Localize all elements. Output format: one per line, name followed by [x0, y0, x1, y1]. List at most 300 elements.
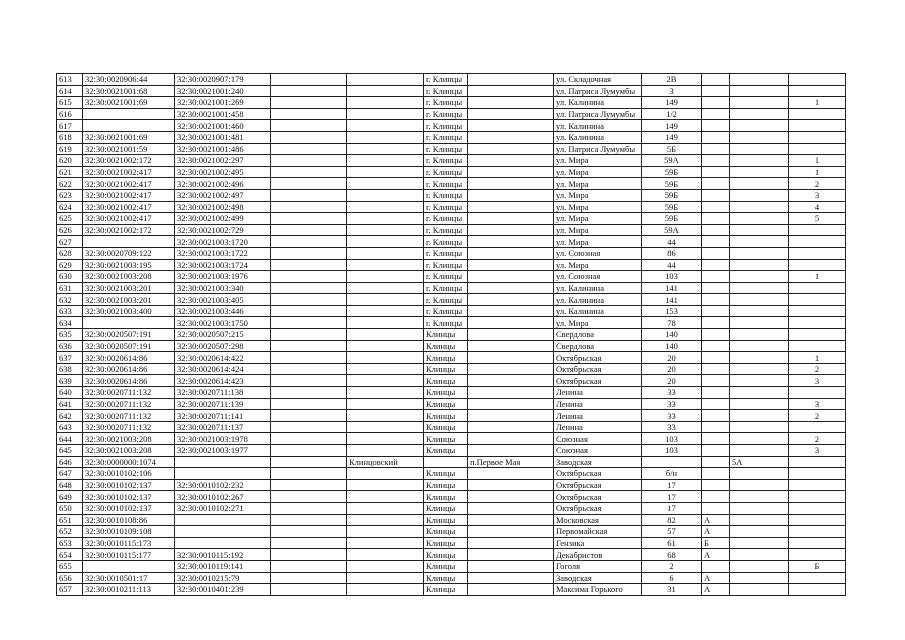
- cell-row-number: 638: [57, 363, 83, 375]
- cell-house-number: 149: [642, 120, 702, 132]
- cell-apartment: 3: [789, 189, 846, 201]
- cell-apartment: [789, 514, 846, 526]
- cell-street: Октябрьская: [554, 363, 642, 375]
- cell-object-number: 32:30:0021002:499: [175, 213, 271, 225]
- cell-row-number: 637: [57, 352, 83, 364]
- cell-building: [730, 340, 789, 352]
- table-row: [57, 166, 846, 178]
- cell-object-number: 32:30:0010102:267: [175, 491, 271, 503]
- cell-street: ул. Мира: [554, 224, 642, 236]
- cell-cadastral-number: 32:30:0021001:69: [83, 97, 175, 109]
- cell-building: [730, 560, 789, 572]
- cell-house-letter: А: [702, 549, 730, 561]
- cell-object-number: 32:30:0021001:269: [175, 97, 271, 109]
- cell-street: Гоголя: [554, 560, 642, 572]
- cell-house-number: б/н: [642, 468, 702, 480]
- cell-district: [347, 155, 424, 167]
- cell-house-number: 20: [642, 363, 702, 375]
- cell-house-number: 68: [642, 549, 702, 561]
- cell-col-blank: [271, 259, 347, 271]
- cell-col-blank: [271, 97, 347, 109]
- cell-building: [730, 271, 789, 283]
- cell-row-number: 633: [57, 305, 83, 317]
- cell-street: ул. Мира: [554, 166, 642, 178]
- cell-house-number: 141: [642, 282, 702, 294]
- table-row: [57, 514, 846, 526]
- cell-house-letter: [702, 143, 730, 155]
- cell-building: [730, 317, 789, 329]
- cell-cadastral-number: 32:30:0021003:400: [83, 305, 175, 317]
- cell-street: Октябрьская: [554, 502, 642, 514]
- cell-house-number: 149: [642, 131, 702, 143]
- cell-district: [347, 213, 424, 225]
- cell-city: Клинцы: [424, 468, 468, 480]
- cell-house-letter: [702, 560, 730, 572]
- cell-city: Клинцы: [424, 387, 468, 399]
- cell-house-letter: А: [702, 572, 730, 584]
- cell-col-blank: [271, 491, 347, 503]
- cell-city: г. Клинцы: [424, 282, 468, 294]
- table-row: [57, 317, 846, 329]
- cell-object-number: 32:30:0021002:497: [175, 189, 271, 201]
- cell-house-letter: [702, 120, 730, 132]
- cell-house-number: 86: [642, 247, 702, 259]
- cell-house-number: 1/2: [642, 108, 702, 120]
- cell-building: [730, 236, 789, 248]
- cell-apartment: [789, 340, 846, 352]
- cell-object-number: 32:30:0021003:1722: [175, 247, 271, 259]
- cell-building: [730, 526, 789, 538]
- cell-apartment: [789, 549, 846, 561]
- cell-row-number: 656: [57, 572, 83, 584]
- table-row: [57, 282, 846, 294]
- cell-col-blank: [271, 178, 347, 190]
- table-row: [57, 213, 846, 225]
- cell-apartment: [789, 108, 846, 120]
- cell-row-number: 655: [57, 560, 83, 572]
- cell-row-number: 640: [57, 387, 83, 399]
- cell-cadastral-number: 32:30:0021002:417: [83, 166, 175, 178]
- cell-district: [347, 468, 424, 480]
- cell-street: ул. Патриса Лумумбы: [554, 85, 642, 97]
- cell-col-blank: [271, 317, 347, 329]
- cell-street: ул. Мира: [554, 236, 642, 248]
- cell-settlement: [468, 502, 554, 514]
- cell-street: Максима Горького: [554, 584, 642, 596]
- cell-city: г. Клинцы: [424, 236, 468, 248]
- cell-district: [347, 502, 424, 514]
- cell-cadastral-number: 32:30:0010109:108: [83, 526, 175, 538]
- cell-settlement: [468, 120, 554, 132]
- cell-col-blank: [271, 213, 347, 225]
- cell-street: ул. Мира: [554, 155, 642, 167]
- cell-house-letter: [702, 247, 730, 259]
- cell-object-number: 32:30:0020507:215: [175, 329, 271, 341]
- cell-house-number: 33: [642, 410, 702, 422]
- cell-city: Клинцы: [424, 352, 468, 364]
- cell-row-number: 651: [57, 514, 83, 526]
- cell-building: [730, 108, 789, 120]
- table-row: [57, 421, 846, 433]
- cell-cadastral-number: 32:30:0010102:137: [83, 502, 175, 514]
- cell-house-number: 103: [642, 445, 702, 457]
- cell-city: Клинцы: [424, 410, 468, 422]
- cell-street: Союзная: [554, 433, 642, 445]
- register-table-body: [57, 74, 846, 596]
- cell-city: Клинцы: [424, 479, 468, 491]
- cell-row-number: 619: [57, 143, 83, 155]
- cell-district: [347, 549, 424, 561]
- cell-settlement: [468, 178, 554, 190]
- cell-settlement: [468, 294, 554, 306]
- cell-apartment: [789, 502, 846, 514]
- cell-cadastral-number: 32:30:0021002:417: [83, 213, 175, 225]
- cell-row-number: 649: [57, 491, 83, 503]
- cell-street: ул. Мира: [554, 189, 642, 201]
- cell-col-blank: [271, 236, 347, 248]
- table-row: [57, 271, 846, 283]
- cell-cadastral-number: 32:30:0010211:113: [83, 584, 175, 596]
- cell-building: [730, 433, 789, 445]
- table-row: [57, 398, 846, 410]
- cell-district: [347, 491, 424, 503]
- cell-object-number: 32:30:0021002:496: [175, 178, 271, 190]
- cell-house-number: 17: [642, 502, 702, 514]
- cell-city: г. Клинцы: [424, 189, 468, 201]
- cell-district: Клинцовский: [347, 456, 424, 468]
- cell-object-number: 32:30:0020507:298: [175, 340, 271, 352]
- cell-apartment: 4: [789, 201, 846, 213]
- cell-house-number: 103: [642, 433, 702, 445]
- table-row: [57, 479, 846, 491]
- cell-house-letter: [702, 131, 730, 143]
- cell-cadastral-number: 32:30:0010501:17: [83, 572, 175, 584]
- cell-street: Заводская: [554, 572, 642, 584]
- table-row: [57, 537, 846, 549]
- cell-settlement: [468, 259, 554, 271]
- cell-apartment: 2: [789, 178, 846, 190]
- cell-city: г. Клинцы: [424, 294, 468, 306]
- cell-street: Первомайская: [554, 526, 642, 538]
- cell-cadastral-number: 32:30:0010102:137: [83, 491, 175, 503]
- cell-house-letter: [702, 213, 730, 225]
- cell-settlement: [468, 572, 554, 584]
- table-row: [57, 85, 846, 97]
- cell-house-number: 33: [642, 421, 702, 433]
- cell-house-number: 153: [642, 305, 702, 317]
- cell-cadastral-number: 32:30:0021003:208: [83, 433, 175, 445]
- cell-street: ул. Калинина: [554, 120, 642, 132]
- cell-district: [347, 143, 424, 155]
- cell-house-number: 5Б: [642, 143, 702, 155]
- cell-row-number: 624: [57, 201, 83, 213]
- cell-col-blank: [271, 375, 347, 387]
- cell-col-blank: [271, 537, 347, 549]
- cell-cadastral-number: 32:30:0010102:137: [83, 479, 175, 491]
- cell-col-blank: [271, 340, 347, 352]
- cell-street: Октябрьская: [554, 491, 642, 503]
- cell-row-number: 643: [57, 421, 83, 433]
- cell-district: [347, 537, 424, 549]
- cell-street: ул. Калинина: [554, 97, 642, 109]
- cell-object-number: 32:30:0021001:458: [175, 108, 271, 120]
- cell-district: [347, 259, 424, 271]
- cell-house-letter: [702, 224, 730, 236]
- cell-cadastral-number: 32:30:0020711:132: [83, 387, 175, 399]
- cell-house-number: 33: [642, 387, 702, 399]
- cell-street: ул. Союзная: [554, 271, 642, 283]
- cell-settlement: [468, 445, 554, 457]
- cell-cadastral-number: 32:30:0000000:1074: [83, 456, 175, 468]
- cell-apartment: 1: [789, 166, 846, 178]
- cell-house-letter: [702, 74, 730, 86]
- cell-street: Октябрьская: [554, 352, 642, 364]
- cell-city: г. Клинцы: [424, 224, 468, 236]
- cell-street: ул. Калинина: [554, 131, 642, 143]
- cell-district: [347, 445, 424, 457]
- cell-object-number: 32:30:0021002:498: [175, 201, 271, 213]
- cell-cadastral-number: [83, 120, 175, 132]
- cell-house-letter: [702, 201, 730, 213]
- cell-building: [730, 259, 789, 271]
- cell-settlement: [468, 352, 554, 364]
- cell-building: [730, 305, 789, 317]
- cell-settlement: [468, 236, 554, 248]
- cell-city: г. Клинцы: [424, 317, 468, 329]
- cell-district: [347, 247, 424, 259]
- cell-row-number: 634: [57, 317, 83, 329]
- cell-district: [347, 108, 424, 120]
- cell-row-number: 654: [57, 549, 83, 561]
- cell-col-blank: [271, 131, 347, 143]
- cell-district: [347, 305, 424, 317]
- cell-cadastral-number: 32:30:0010108:86: [83, 514, 175, 526]
- cell-apartment: [789, 572, 846, 584]
- table-row: [57, 445, 846, 457]
- cell-col-blank: [271, 479, 347, 491]
- cell-house-letter: [702, 433, 730, 445]
- table-row: [57, 329, 846, 341]
- cell-apartment: 1: [789, 97, 846, 109]
- cell-district: [347, 572, 424, 584]
- cell-object-number: 32:30:0020614:424: [175, 363, 271, 375]
- cell-settlement: [468, 282, 554, 294]
- cell-apartment: 2: [789, 433, 846, 445]
- cell-street: Союзная: [554, 445, 642, 457]
- cell-row-number: 613: [57, 74, 83, 86]
- cell-object-number: 32:30:0021003:405: [175, 294, 271, 306]
- cell-col-blank: [271, 560, 347, 572]
- cell-cadastral-number: 32:30:0021001:69: [83, 131, 175, 143]
- cell-building: [730, 491, 789, 503]
- cell-city: г. Клинцы: [424, 155, 468, 167]
- cell-house-letter: [702, 421, 730, 433]
- cell-street: Ленина: [554, 421, 642, 433]
- cell-house-number: 59А: [642, 155, 702, 167]
- cell-cadastral-number: 32:30:0021003:208: [83, 445, 175, 457]
- cell-city: Клинцы: [424, 340, 468, 352]
- cell-district: [347, 398, 424, 410]
- cell-street: ул. Калинина: [554, 294, 642, 306]
- cell-row-number: 632: [57, 294, 83, 306]
- cell-apartment: [789, 537, 846, 549]
- cell-object-number: 32:30:0021002:297: [175, 155, 271, 167]
- cell-building: [730, 166, 789, 178]
- cell-settlement: [468, 271, 554, 283]
- cell-house-letter: [702, 387, 730, 399]
- cell-cadastral-number: 32:30:0021001:59: [83, 143, 175, 155]
- cell-row-number: 648: [57, 479, 83, 491]
- cell-building: [730, 247, 789, 259]
- cell-apartment: [789, 236, 846, 248]
- cell-col-blank: [271, 468, 347, 480]
- cell-city: г. Клинцы: [424, 97, 468, 109]
- cell-object-number: [175, 526, 271, 538]
- table-row: [57, 155, 846, 167]
- cell-settlement: [468, 305, 554, 317]
- cell-cadastral-number: 32:30:0021003:201: [83, 282, 175, 294]
- cell-building: [730, 155, 789, 167]
- cell-building: [730, 479, 789, 491]
- cell-city: г. Клинцы: [424, 305, 468, 317]
- cell-object-number: [175, 514, 271, 526]
- cell-row-number: 647: [57, 468, 83, 480]
- cell-house-number: 33: [642, 398, 702, 410]
- cell-cadastral-number: 32:30:0021001:68: [83, 85, 175, 97]
- cell-apartment: [789, 317, 846, 329]
- cell-col-blank: [271, 410, 347, 422]
- cell-object-number: 32:30:0020711:138: [175, 387, 271, 399]
- cell-apartment: [789, 85, 846, 97]
- cell-settlement: [468, 85, 554, 97]
- cell-settlement: [468, 189, 554, 201]
- cell-cadastral-number: 32:30:0010102:106: [83, 468, 175, 480]
- cell-street: ул. Складочная: [554, 74, 642, 86]
- cell-city: г. Клинцы: [424, 259, 468, 271]
- cell-object-number: 32:30:0021001:481: [175, 131, 271, 143]
- cell-house-number: 31: [642, 584, 702, 596]
- cell-cadastral-number: 32:30:0020709:122: [83, 247, 175, 259]
- cell-apartment: 3: [789, 375, 846, 387]
- cell-city: г. Клинцы: [424, 213, 468, 225]
- cell-cadastral-number: 32:30:0020507:191: [83, 340, 175, 352]
- cell-row-number: 644: [57, 433, 83, 445]
- cell-district: [347, 201, 424, 213]
- cell-house-number: 78: [642, 317, 702, 329]
- cell-col-blank: [271, 456, 347, 468]
- cell-city: [424, 456, 468, 468]
- cell-building: [730, 398, 789, 410]
- cell-col-blank: [271, 155, 347, 167]
- cell-house-letter: [702, 294, 730, 306]
- table-row: [57, 340, 846, 352]
- cell-district: [347, 363, 424, 375]
- cell-house-letter: [702, 410, 730, 422]
- cell-apartment: [789, 468, 846, 480]
- cell-district: [347, 120, 424, 132]
- cell-house-letter: А: [702, 526, 730, 538]
- cell-col-blank: [271, 74, 347, 86]
- cell-object-number: 32:30:0021003:1976: [175, 271, 271, 283]
- cell-city: Клинцы: [424, 363, 468, 375]
- table-row: [57, 560, 846, 572]
- cell-row-number: 650: [57, 502, 83, 514]
- cell-apartment: [789, 387, 846, 399]
- table-row: [57, 74, 846, 86]
- cell-house-number: 59Б: [642, 178, 702, 190]
- cell-cadastral-number: 32:30:0020711:132: [83, 421, 175, 433]
- cell-settlement: [468, 479, 554, 491]
- cell-apartment: [789, 456, 846, 468]
- cell-house-letter: [702, 456, 730, 468]
- cell-building: [730, 189, 789, 201]
- cell-row-number: 615: [57, 97, 83, 109]
- cell-house-number: 3: [642, 85, 702, 97]
- cell-district: [347, 131, 424, 143]
- cell-house-letter: [702, 329, 730, 341]
- cell-house-letter: [702, 282, 730, 294]
- cell-city: Клинцы: [424, 445, 468, 457]
- table-row: [57, 549, 846, 561]
- cell-row-number: 639: [57, 375, 83, 387]
- cell-cadastral-number: 32:30:0020906:44: [83, 74, 175, 86]
- cell-object-number: 32:30:0021003:446: [175, 305, 271, 317]
- cell-row-number: 622: [57, 178, 83, 190]
- table-row: [57, 375, 846, 387]
- cell-apartment: [789, 120, 846, 132]
- cell-street: ул. Калинина: [554, 305, 642, 317]
- cell-building: [730, 131, 789, 143]
- cell-building: [730, 514, 789, 526]
- cell-cadastral-number: [83, 317, 175, 329]
- cell-cadastral-number: 32:30:0010115:177: [83, 549, 175, 561]
- cell-house-number: 140: [642, 340, 702, 352]
- cell-object-number: 32:30:0021001:486: [175, 143, 271, 155]
- cell-settlement: [468, 131, 554, 143]
- cell-apartment: [789, 143, 846, 155]
- cell-object-number: 32:30:0021002:495: [175, 166, 271, 178]
- cell-street: Октябрьская: [554, 479, 642, 491]
- cell-building: [730, 410, 789, 422]
- cell-col-blank: [271, 224, 347, 236]
- cell-district: [347, 387, 424, 399]
- cell-settlement: [468, 213, 554, 225]
- cell-house-letter: [702, 236, 730, 248]
- cell-settlement: [468, 584, 554, 596]
- cell-apartment: 1: [789, 352, 846, 364]
- table-row: [57, 143, 846, 155]
- cell-col-blank: [271, 108, 347, 120]
- cell-house-letter: [702, 317, 730, 329]
- table-row: [57, 236, 846, 248]
- table-row: [57, 433, 846, 445]
- cell-object-number: 32:30:0021001:240: [175, 85, 271, 97]
- cell-house-number: 17: [642, 491, 702, 503]
- cell-house-letter: [702, 189, 730, 201]
- cell-house-letter: [702, 259, 730, 271]
- cell-col-blank: [271, 352, 347, 364]
- cell-object-number: 32:30:0021003:1750: [175, 317, 271, 329]
- cell-building: [730, 572, 789, 584]
- cell-row-number: 646: [57, 456, 83, 468]
- cell-settlement: [468, 468, 554, 480]
- cell-cadastral-number: 32:30:0021002:417: [83, 189, 175, 201]
- table-row: [57, 189, 846, 201]
- cell-house-letter: [702, 155, 730, 167]
- cell-col-blank: [271, 282, 347, 294]
- cell-district: [347, 317, 424, 329]
- table-row: [57, 224, 846, 236]
